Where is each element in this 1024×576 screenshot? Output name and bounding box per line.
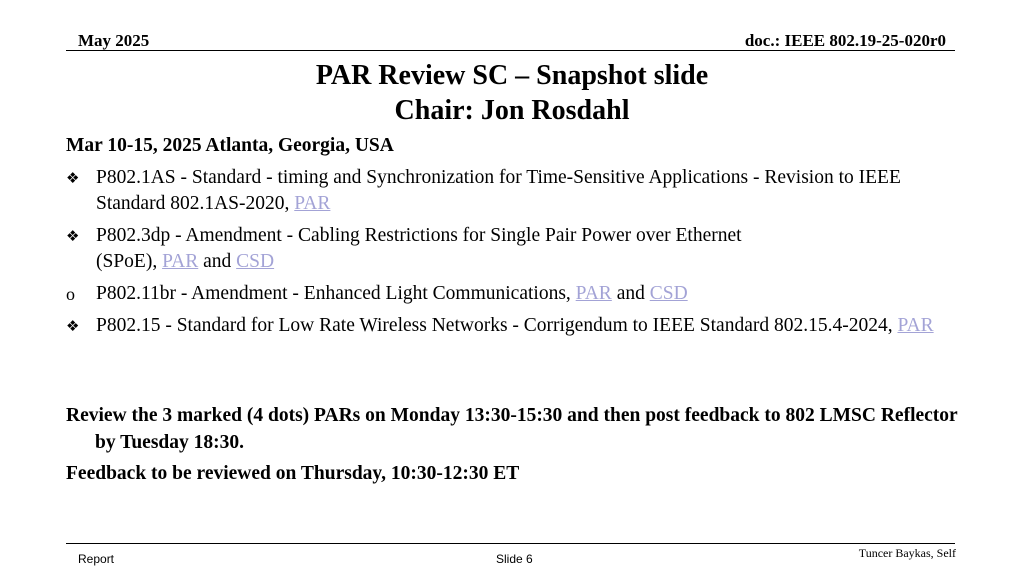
- par-link[interactable]: PAR: [294, 193, 331, 214]
- csd-link[interactable]: CSD: [236, 251, 275, 272]
- csd-link[interactable]: CSD: [649, 283, 688, 304]
- header-doc-id: doc.: IEEE 802.19-25-020r0: [744, 31, 946, 50]
- list-item: [66, 313, 966, 339]
- slide-number: Slide 6: [496, 552, 533, 566]
- list-item: [66, 165, 966, 217]
- item-text: P802.11br - Amendment - Enhanced Light Communications,: [96, 283, 576, 304]
- par-link[interactable]: PAR: [162, 251, 199, 272]
- item-text: P802.1AS - Standard - timing and Synchronization for Time-Sensitive Applications - Revision to IEEE Standard 802.1AS-2020,: [96, 167, 901, 214]
- diamond-bullet-icon: ❖: [66, 169, 80, 187]
- slide-notes: [66, 402, 966, 491]
- list-item: [66, 223, 966, 275]
- review-note: Review the 3 marked (4 dots) PARs on Monday 13:30-15:30 and then post feedback to 802 LMSC Reflector by Tuesday 18:30.: [66, 405, 958, 453]
- par-link[interactable]: PAR: [897, 315, 934, 336]
- diamond-bullet-icon: ❖: [66, 317, 80, 335]
- joiner-text: and: [611, 283, 650, 304]
- item-text: P802.3dp - Amendment - Cabling Restrictions for Single Pair Power over Ethernet: [96, 225, 742, 246]
- item-text-cont: (SPoE),: [96, 251, 163, 272]
- joiner-text: and: [198, 251, 237, 272]
- meeting-info: Mar 10-15, 2025 Atlanta, Georgia, USA: [66, 135, 394, 156]
- header-date: May 2025: [78, 31, 150, 50]
- footer-divider: [66, 543, 955, 544]
- feedback-note: Feedback to be reviewed on Thursday, 10:30-12:30 ET: [66, 463, 520, 484]
- slide-body: [66, 133, 966, 345]
- item-text: P802.15 - Standard for Low Rate Wireless Networks - Corrigendum to IEEE Standard 802.15.4-2024,: [96, 315, 898, 336]
- slide-title: PAR Review SC – Snapshot slide: [315, 60, 709, 91]
- diamond-bullet-icon: ❖: [66, 227, 80, 245]
- slide-subtitle: Chair: Jon Rosdahl: [394, 95, 630, 126]
- circle-bullet-icon: o: [66, 284, 75, 304]
- header-divider: [66, 50, 955, 51]
- footer-label: Report: [78, 552, 115, 566]
- par-link[interactable]: PAR: [575, 283, 612, 304]
- list-item: [66, 281, 966, 307]
- footer-author: Tuncer Baykas, Self: [858, 546, 956, 560]
